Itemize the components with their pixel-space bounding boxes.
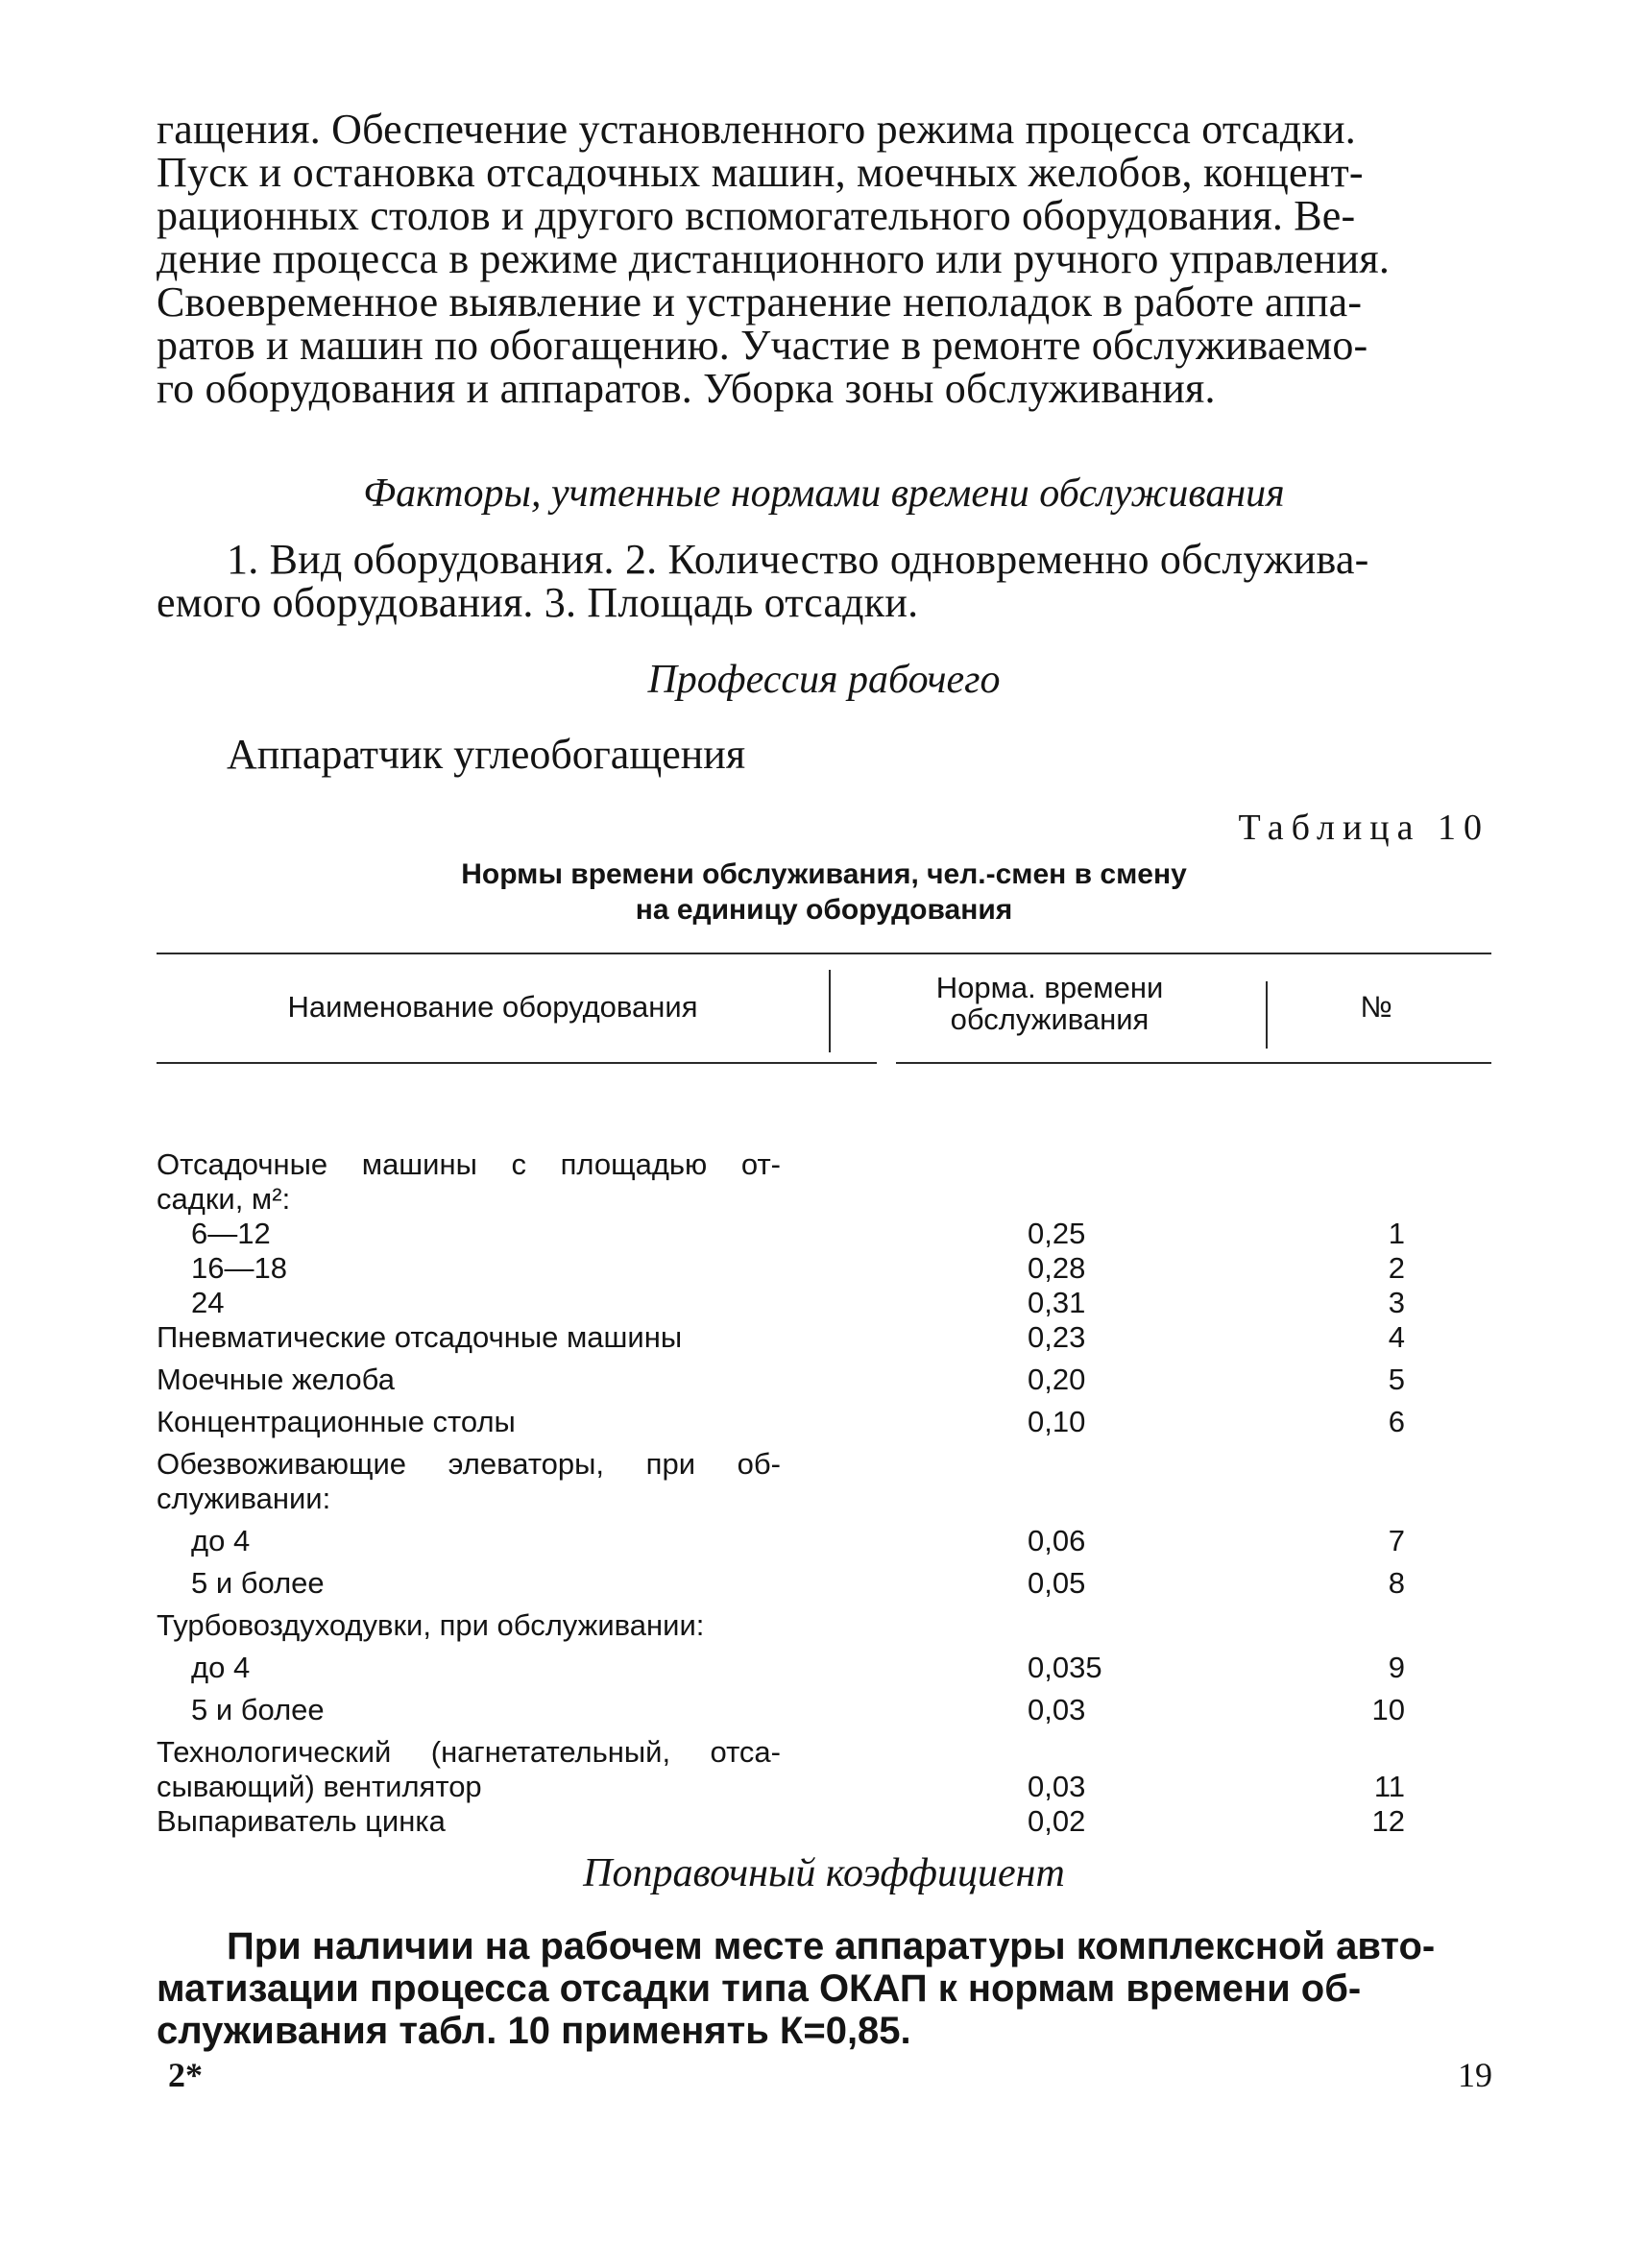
- norm-value: 0,10: [1028, 1405, 1086, 1438]
- table-row: [157, 1804, 1491, 1839]
- factors-line: емого оборудования. 3. Площадь отсадки.: [157, 579, 919, 626]
- table-row: [157, 1217, 1491, 1251]
- norm-value: 0,03: [1028, 1770, 1086, 1803]
- norm-value: 0,25: [1028, 1217, 1086, 1250]
- correction-paragraph: [157, 1925, 1491, 2052]
- intro-line: гащения. Обеспечение установленного режима процесса отсадки.: [157, 106, 1356, 153]
- table-label: Таблица 10: [1238, 808, 1489, 848]
- table-row: [157, 1447, 1491, 1482]
- equipment-name: до 4: [191, 1651, 251, 1684]
- equipment-name: Отсадочные машины с площадью от-: [157, 1147, 781, 1181]
- equipment-name: служивании:: [157, 1482, 331, 1515]
- correction-line: матизации процесса отсадки типа ОКАП к нормам времени об-: [157, 1967, 1362, 2010]
- table-body: [157, 1109, 1491, 1858]
- row-number: 9: [1388, 1651, 1405, 1684]
- equipment-name: 24: [191, 1286, 225, 1319]
- table-row: [157, 1608, 1491, 1643]
- profession-heading: Профессия рабочего: [647, 658, 1001, 702]
- table-row: [157, 1405, 1491, 1439]
- intro-line: Своевременное выявление и устранение неполадок в работе аппа-: [157, 278, 1363, 326]
- column-separator: [829, 970, 831, 1052]
- profession-value: Аппаратчик углеобогащения: [227, 731, 746, 778]
- equipment-name: Турбовоздуходувки, при обслуживании:: [157, 1608, 705, 1642]
- norm-value: 0,23: [1028, 1320, 1086, 1354]
- table-row: [157, 1147, 1491, 1182]
- norm-value: 0,035: [1028, 1651, 1102, 1684]
- header-bottom-rule: [896, 1062, 1491, 1064]
- factors-line: 1. Вид оборудования. 2. Количество одновременно обслужива-: [227, 536, 1369, 583]
- table-header: [157, 953, 1491, 1068]
- table-row: [157, 1320, 1491, 1355]
- norm-value: 0,05: [1028, 1566, 1086, 1600]
- factors-heading: Факторы, учтенные нормами времени обслуживания: [363, 471, 1285, 516]
- equipment-name: 5 и более: [191, 1566, 325, 1600]
- intro-paragraph: [157, 108, 1491, 410]
- row-number: 3: [1388, 1286, 1405, 1319]
- column-header-norm: [886, 972, 1213, 1035]
- row-number: 10: [1371, 1693, 1405, 1726]
- table-row: [157, 1482, 1491, 1516]
- row-number: 1: [1388, 1217, 1405, 1250]
- correction-line: служивания табл. 10 применять К=0,85.: [157, 2010, 911, 2052]
- table-row: [157, 1651, 1491, 1685]
- equipment-name: Моечные желоба: [157, 1363, 395, 1396]
- equipment-name: до 4: [191, 1524, 251, 1557]
- factors-paragraph: [157, 538, 1491, 624]
- row-number: 8: [1388, 1566, 1405, 1600]
- page-number: 19: [1458, 2056, 1492, 2094]
- correction-line: При наличии на рабочем месте аппаратуры комплексной авто-: [227, 1925, 1436, 1967]
- equipment-name: сывающий) вентилятор: [157, 1770, 482, 1803]
- norm-value: 0,20: [1028, 1363, 1086, 1396]
- row-number: 4: [1388, 1320, 1405, 1354]
- intro-line: ратов и машин по обогащению. Участие в ремонте обслуживаемо-: [157, 322, 1368, 369]
- row-number: 6: [1388, 1405, 1405, 1438]
- equipment-name: садки, м²:: [157, 1182, 291, 1216]
- header-bottom-rule: [157, 1062, 877, 1064]
- table-row: [157, 1566, 1491, 1601]
- equipment-name: 16—18: [191, 1251, 287, 1285]
- norm-value: 0,28: [1028, 1251, 1086, 1285]
- norm-value: 0,06: [1028, 1524, 1086, 1557]
- equipment-name: Выпариватель цинка: [157, 1804, 446, 1838]
- table-row: [157, 1735, 1491, 1770]
- intro-line: Пуск и остановка отсадочных машин, моечных желобов, концент-: [157, 149, 1364, 196]
- table-row: [157, 1286, 1491, 1320]
- header-top-rule: [157, 953, 1491, 954]
- column-header-norm-text: Норма. времени обслуживания: [935, 971, 1164, 1036]
- row-number: 2: [1388, 1251, 1405, 1285]
- intro-line: го оборудования и аппаратов. Уборка зоны обслуживания.: [157, 365, 1216, 412]
- equipment-name: Пневматические отсадочные машины: [157, 1320, 683, 1354]
- column-header-number: №: [1360, 990, 1392, 1024]
- equipment-name: Технологический (нагнетательный, отса-: [157, 1735, 781, 1769]
- table-caption-line: Нормы времени обслуживания, чел.-смен в смену: [461, 858, 1187, 890]
- table-row: [157, 1182, 1491, 1217]
- norm-value: 0,03: [1028, 1693, 1086, 1726]
- table-row: [157, 1693, 1491, 1727]
- equipment-name: 6—12: [191, 1217, 271, 1250]
- column-separator: [1266, 981, 1268, 1049]
- row-number: 5: [1388, 1363, 1405, 1396]
- signature-mark: 2*: [168, 2056, 203, 2094]
- equipment-name: Обезвоживающие элеваторы, при об-: [157, 1447, 781, 1481]
- equipment-name: Концентрационные столы: [157, 1405, 516, 1438]
- row-number: 11: [1373, 1770, 1405, 1803]
- table-caption: [157, 857, 1491, 928]
- column-header-name: Наименование оборудования: [287, 990, 698, 1024]
- intro-line: дение процесса в режиме дистанционного или ручного управления.: [157, 235, 1391, 282]
- norm-value: 0,31: [1028, 1286, 1086, 1319]
- intro-line: рационных столов и другого вспомогательного оборудования. Ве-: [157, 192, 1356, 239]
- norm-value: 0,02: [1028, 1804, 1086, 1838]
- table-row: [157, 1363, 1491, 1397]
- row-number: 12: [1371, 1804, 1405, 1838]
- equipment-name: 5 и более: [191, 1693, 325, 1726]
- table-row: [157, 1251, 1491, 1286]
- table-row: [157, 1770, 1491, 1804]
- row-number: 7: [1388, 1524, 1405, 1557]
- table-caption-line: на единицу оборудования: [635, 894, 1013, 926]
- correction-heading: Поправочный коэффициент: [583, 1851, 1065, 1895]
- table-row: [157, 1524, 1491, 1558]
